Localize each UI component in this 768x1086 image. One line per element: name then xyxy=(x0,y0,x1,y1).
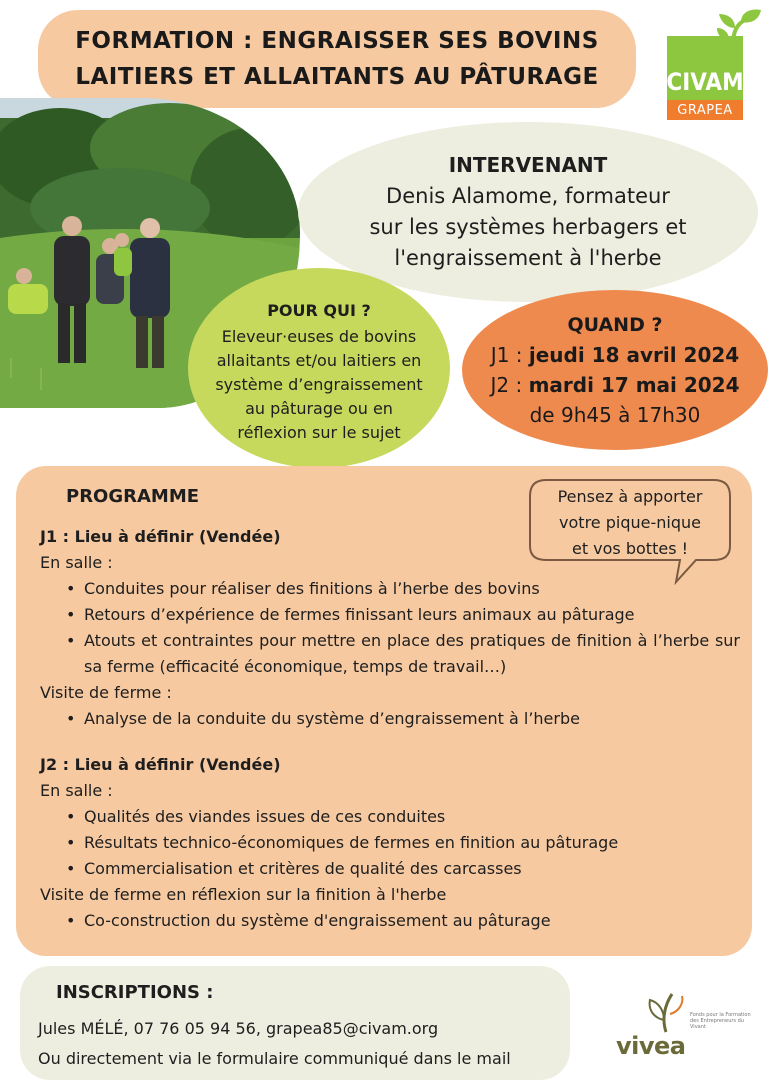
j2-visite-list xyxy=(40,908,740,934)
intervenant-line: l'engraissement à l'herbe xyxy=(394,246,662,270)
intervenant-line: sur les systèmes herbagers et xyxy=(369,215,687,239)
inscriptions-note: Ou directement via le formulaire communiqué dans le mail xyxy=(38,1049,511,1068)
reminder-text xyxy=(526,484,734,562)
list-item: • Co-construction du système d'engraissement au pâturage xyxy=(66,908,740,934)
intervenant-line: Denis Alamome, formateur xyxy=(386,184,670,208)
vivea-tagline: Fonds pour la Formation des Entrepreneurs du Vivant xyxy=(690,1012,751,1030)
intervenant-heading: INTERVENANT xyxy=(448,153,608,177)
list-item: • Qualités des viandes issues de ces conduites xyxy=(66,804,740,830)
programme-heading: PROGRAMME xyxy=(66,486,200,507)
title-line-1: FORMATION : ENGRAISSER SES BOVINS xyxy=(75,28,599,54)
reminder-line: votre pique-nique xyxy=(559,513,701,532)
reminder-speech-bubble xyxy=(526,476,734,586)
j2-salle-list xyxy=(40,804,740,882)
quand-j2-label: J2 : xyxy=(490,373,529,397)
pour-qui-line: au pâturage ou en xyxy=(245,399,393,418)
list-item: • Analyse de la conduite du système d’engraissement à l’herbe xyxy=(66,706,740,732)
page-title xyxy=(38,10,636,108)
j1-salle-label: En salle : xyxy=(40,553,113,572)
j2-salle-label: En salle : xyxy=(40,781,113,800)
pour-qui-line: allaitants et/ou laitiers en xyxy=(216,351,422,370)
pour-qui-line: réflexion sur le sujet xyxy=(237,423,401,442)
civam-logo xyxy=(667,6,763,122)
title-line-2: LAITIERS ET ALLAITANTS AU PÂTURAGE xyxy=(75,64,599,90)
j1-salle-list xyxy=(40,576,740,680)
list-item: • Atouts et contraintes pour mettre en place des pratiques de finition à l’herbe sur sa ferme (efficacité économique, temps de travail…) xyxy=(66,628,740,680)
list-item: • Commercialisation et critères de qualité des carcasses xyxy=(66,856,740,882)
quand-heading: QUAND ? xyxy=(567,314,663,336)
reminder-line: Pensez à apporter xyxy=(557,487,703,506)
j2-heading: J2 : Lieu à définir (Vendée) xyxy=(40,755,281,774)
vivea-leaf-icon xyxy=(642,990,692,1034)
quand-j2 xyxy=(490,370,739,400)
vivea-wordmark: vivea xyxy=(616,1032,686,1060)
logo-grapea-text: GRAPEA xyxy=(667,100,743,120)
pour-qui-heading: POUR QUI ? xyxy=(267,301,371,320)
reminder-line: et vos bottes ! xyxy=(571,539,689,558)
inscriptions-contact: Jules MÉLÉ, 07 76 05 94 56, grapea85@civam.org xyxy=(38,1019,439,1038)
vivea-logo xyxy=(612,990,762,1070)
inscriptions-heading: INSCRIPTIONS : xyxy=(56,982,214,1003)
quand-j1-label: J1 : xyxy=(490,343,529,367)
pour-qui-line: Eleveur·euses de bovins xyxy=(221,327,417,346)
quand-j1-date: jeudi 18 avril 2024 xyxy=(528,343,740,367)
pour-qui-bubble xyxy=(188,268,450,468)
quand-j1 xyxy=(491,340,739,370)
j1-visite-list xyxy=(40,706,740,732)
list-item: • Retours d’expérience de fermes finissant leurs animaux au pâturage xyxy=(66,602,740,628)
pour-qui-line: système d’engraissement xyxy=(215,375,423,394)
list-item: • Conduites pour réaliser des finitions à l’herbe des bovins xyxy=(66,576,740,602)
j2-visite-label: Visite de ferme en réflexion sur la finition à l'herbe xyxy=(40,885,447,904)
j1-heading: J1 : Lieu à définir (Vendée) xyxy=(40,527,281,546)
inscriptions-panel xyxy=(20,966,570,1080)
quand-j2-date: mardi 17 mai 2024 xyxy=(528,373,740,397)
quand-bubble xyxy=(462,290,768,450)
list-item: • Résultats technico-économiques de fermes en finition au pâturage xyxy=(66,830,740,856)
quand-hours: de 9h45 à 17h30 xyxy=(529,403,701,427)
j1-visite-label: Visite de ferme : xyxy=(40,683,172,702)
logo-civam-text: CIVAM xyxy=(667,36,743,100)
